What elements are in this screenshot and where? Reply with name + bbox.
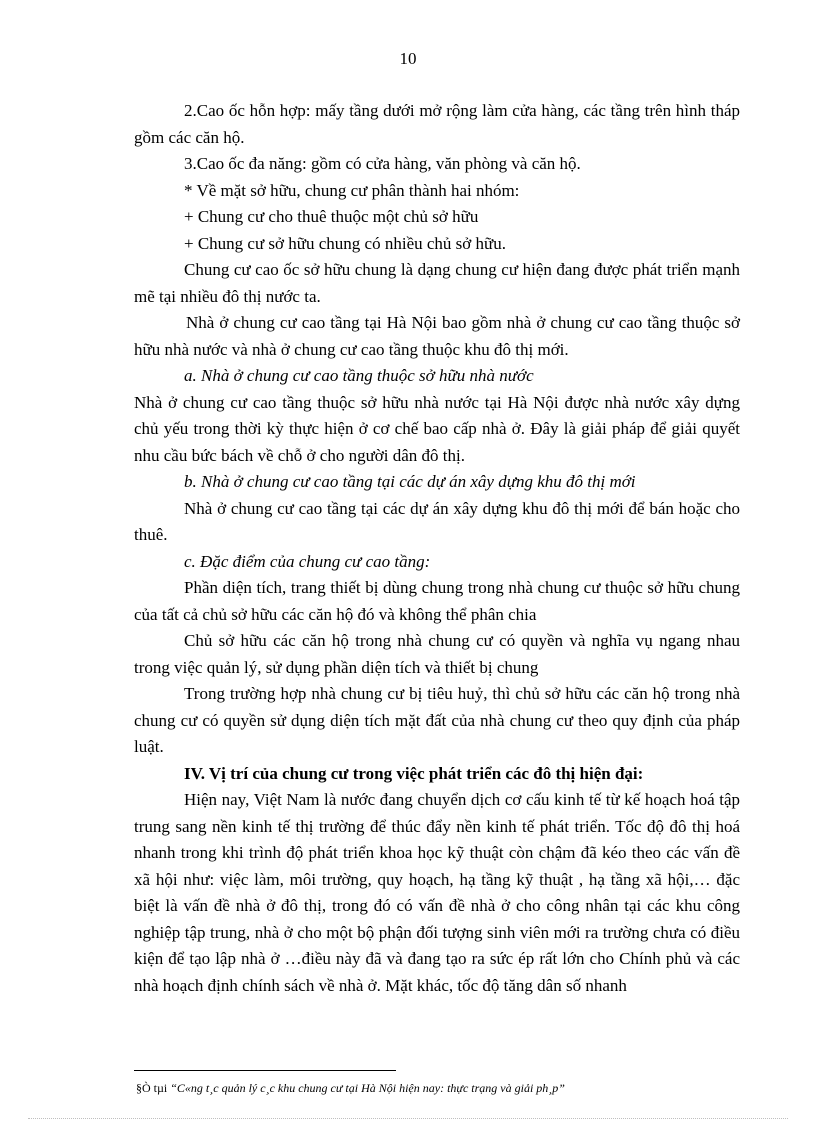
paragraph-destruction-case: Trong trường hợp nhà chung cư bị tiêu huỷ, thì chủ sở hữu các căn hộ trong nhà chung cư có quyền sử dụng diện tích mặt đất của nhà chung cư theo quy định của pháp luật. bbox=[134, 684, 740, 756]
page-number: 10 bbox=[399, 49, 417, 68]
footnote bbox=[136, 1080, 742, 1096]
section-heading-iv: IV. Vị trí của chung cư trong việc phát triển các đô thị hiện đại: bbox=[184, 763, 644, 783]
subheading-new-urban-areas: b. Nhà ở chung cư cao tầng tại các dự án xây dựng khu đô thị mới bbox=[184, 472, 636, 491]
footnote-separator bbox=[134, 1070, 396, 1071]
paragraph-state-owned: Nhà ở chung cư cao tầng thuộc sở hữu nhà nước tại Hà Nội được nhà nước xây dựng chủ yếu trong thời kỳ thực hiện ở cơ chế bao cấp nhà ở. Đây là giải pháp để giải quyết nhu cầu bức bách về chỗ ở cho người dân đô thị. bbox=[134, 392, 740, 465]
page-bottom-border bbox=[28, 1118, 788, 1119]
subheading-characteristics: c. Đặc điểm của chung cư cao tầng: bbox=[184, 551, 431, 571]
paragraph-shared-ownership-growth: Chung cư cao ốc sở hữu chung là dạng chung cư hiện đang được phát triển mạnh mẽ tại nhiều đô thị nước ta. bbox=[134, 260, 740, 306]
footnote-title: “C«ng t¸c quản lý c¸c khu chung cư tại Hà Nội hiện nay: thực trạng và giải ph¸p” bbox=[170, 1081, 565, 1095]
document-body bbox=[134, 98, 740, 999]
paragraph-mixed-use-tower: 2.Cao ốc hỗn hợp: mấy tầng dưới mở rộng làm cửa hàng, các tầng trên hình tháp gồm các căn hộ. bbox=[134, 101, 740, 147]
paragraph-ownership-heading: * Về mặt sở hữu, chung cư phân thành hai nhóm: bbox=[184, 180, 520, 200]
paragraph-hanoi-high-rise: Nhà ở chung cư cao tầng tại Hà Nội bao gồm nhà ở chung cư cao tầng thuộc sở hữu nhà nước và nhà ở chung cư cao tầng thuộc khu đô thị mới. bbox=[134, 313, 740, 359]
paragraph-new-urban-areas: Nhà ở chung cư cao tầng tại các dự án xây dựng khu đô thị mới để bán hoặc cho thuê. bbox=[134, 498, 740, 544]
paragraph-multi-purpose-tower: 3.Cao ốc đa năng: gồm có cửa hàng, văn phòng và căn hộ. bbox=[184, 154, 581, 173]
paragraph-current-situation: Hiện nay, Việt Nam là nước đang chuyển dịch cơ cấu kinh tế từ kế hoạch hoá tập trung sang nền kinh tế thị trường để thúc đẩy nền kinh tế phát triển. Tốc độ đô thị hoá nhanh trong khi trình độ phát triển khoa học kỹ thuật còn chậm đã kéo theo các vấn đề xã hội như: việc làm, môi trường, quy hoạch, hạ tầng kỹ thuật , hạ tầng xã hội,… đặc biệt là vấn đề nhà ở đô thị, trong đó có vấn đề nhà ở cho công nhân tại các khu công nghiệp tập trung, nhà ở cho một bộ phận đối tượng sinh viên mới ra trường chưa có điều kiện để tạo lập nhà ở …điều này đã và đang tạo ra sức ép rất lớn cho Chính phủ và các nhà hoạch định chính sách về nhà ở. Mặt khác, tốc độ tăng dân số nhanh bbox=[134, 790, 740, 995]
footnote-prefix: §Ò tµi bbox=[136, 1081, 171, 1095]
paragraph-owner-rights: Chủ sở hữu các căn hộ trong nhà chung cư có quyền và nghĩa vụ ngang nhau trong việc quản lý, sử dụng phần diện tích và thiết bị chung bbox=[134, 631, 740, 677]
list-item-shared-ownership: + Chung cư sở hữu chung có nhiều chủ sở hữu. bbox=[184, 233, 506, 253]
subheading-state-owned: a. Nhà ở chung cư cao tầng thuộc sở hữu nhà nước bbox=[184, 366, 534, 385]
list-item-rental-apartment: + Chung cư cho thuê thuộc một chủ sở hữu bbox=[184, 207, 479, 226]
paragraph-shared-area: Phần diện tích, trang thiết bị dùng chung trong nhà chung cư thuộc sở hữu chung của tất cả chủ sở hữu các căn hộ đó và không thể phân chia bbox=[134, 578, 740, 624]
